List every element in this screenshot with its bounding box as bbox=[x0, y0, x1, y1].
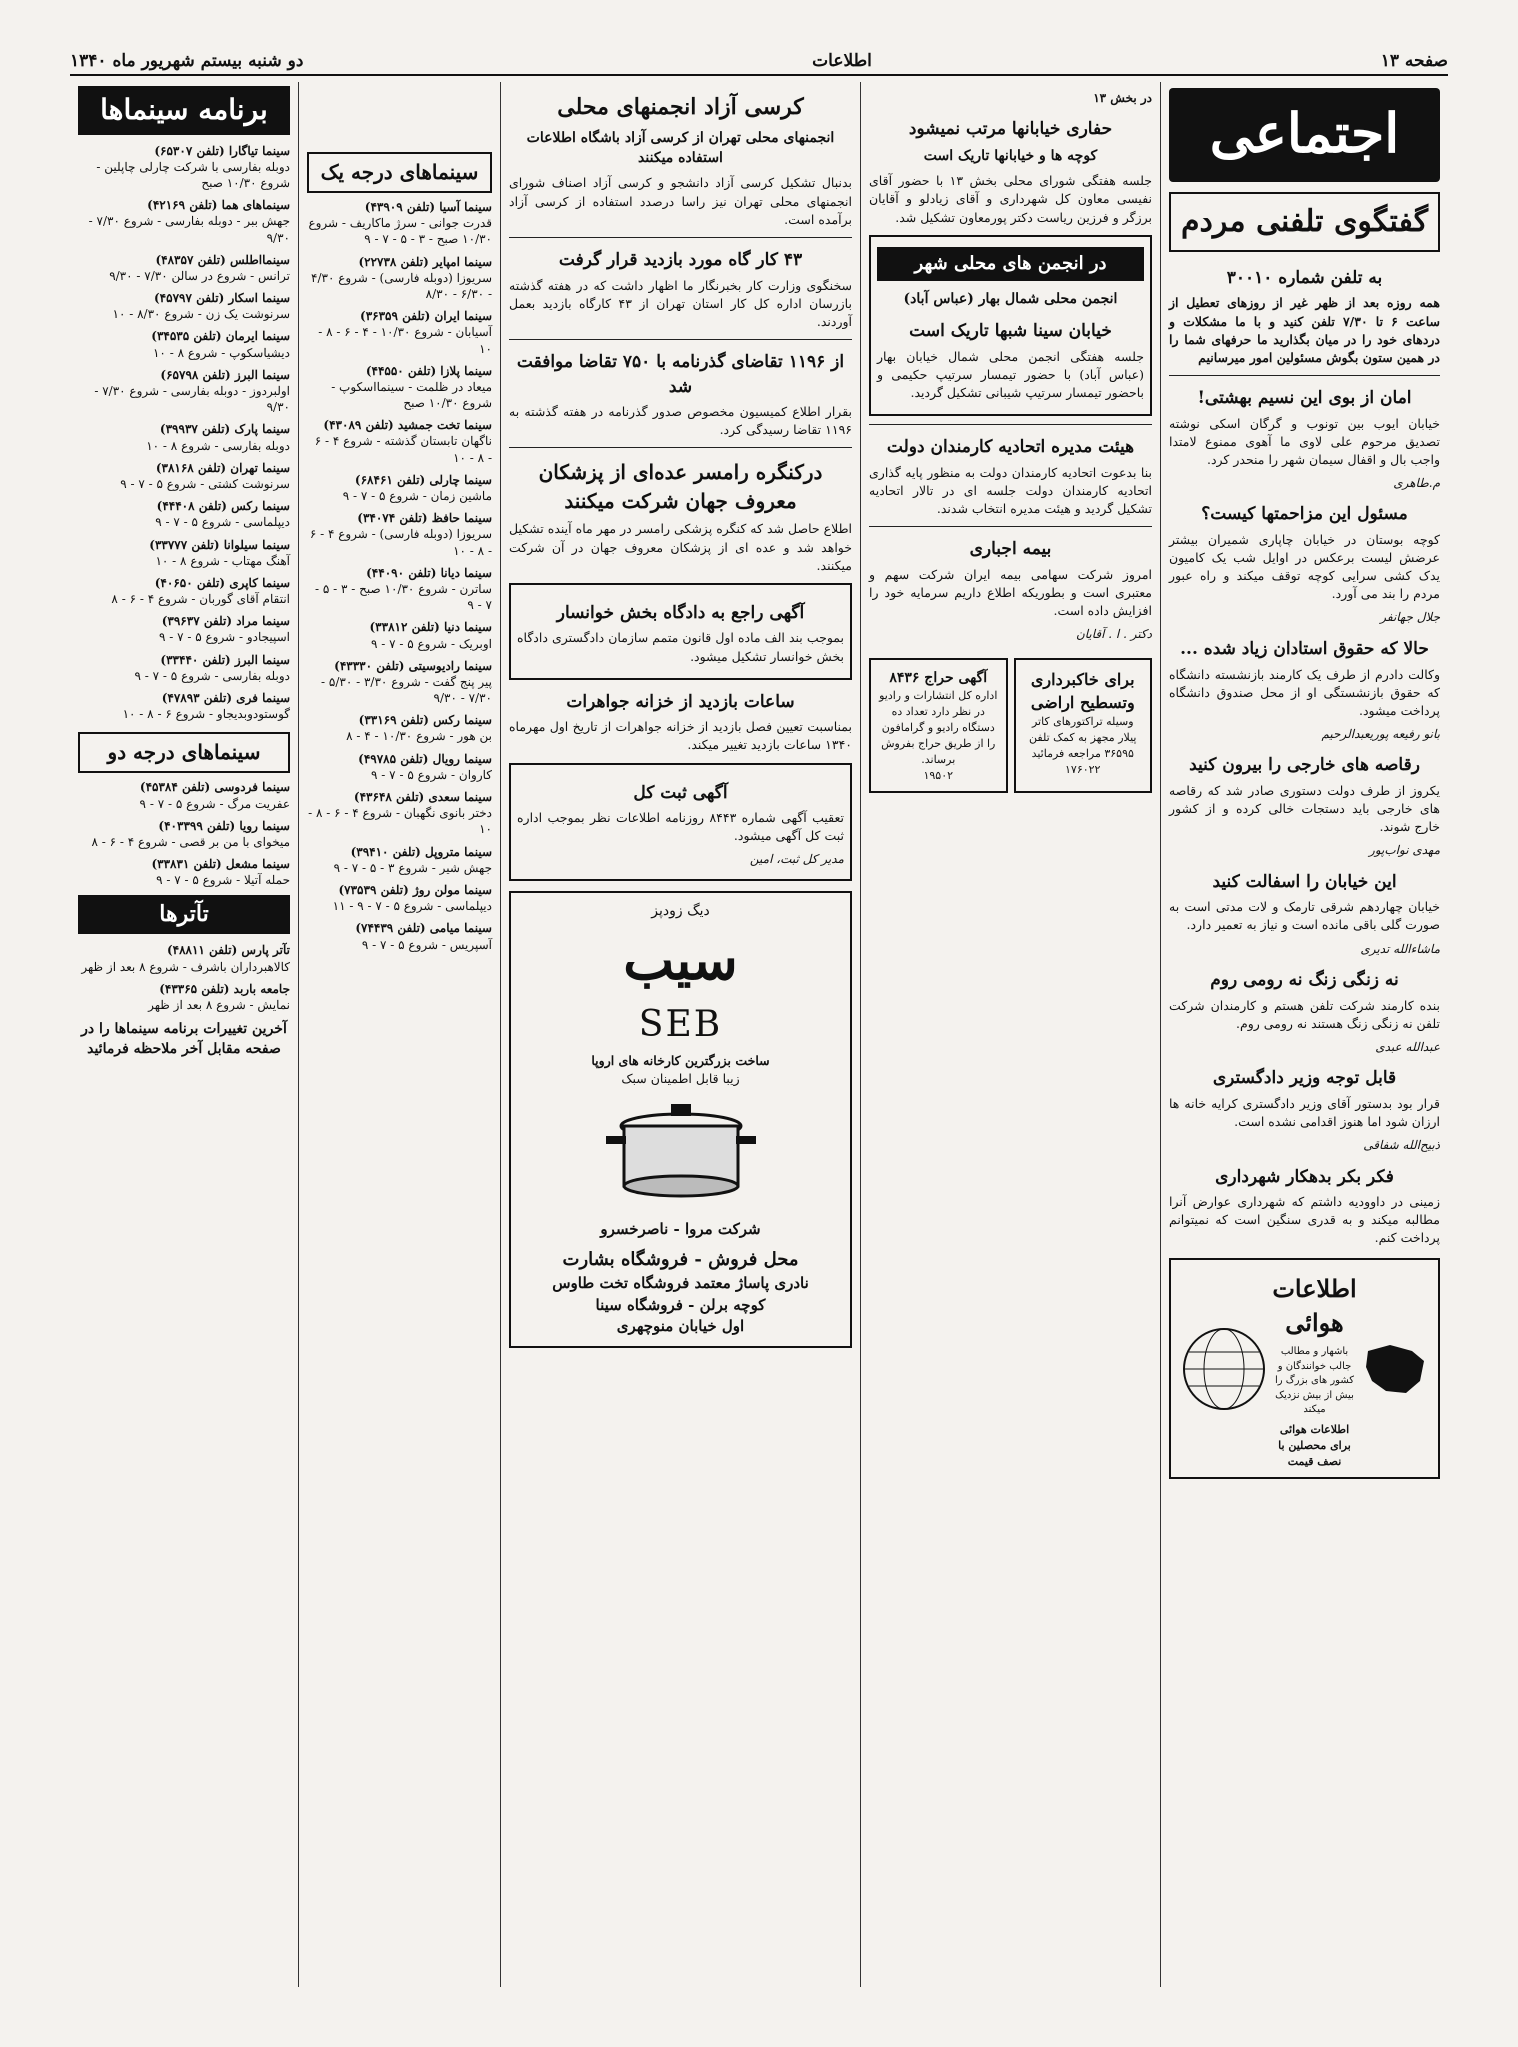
cinema-showtimes: انتقام آقای گوربان - شروع ۴ - ۶ - ۸ bbox=[111, 592, 290, 607]
phone-body: همه روزه بعد از ظهر غیر از روزهای تعطیل از ساعت ۶ تا ۷/۳۰ تلفن کنید و با ما مشکلات و دردهای خود را در میان بگذارید ما حرفهای شما را در همین ستون بگوش مسئولین امور میرسانیم bbox=[1169, 295, 1440, 365]
cinema-listing bbox=[78, 367, 290, 416]
theater-name: تآتر پارس (تلفن ۴۸۸۱۱) bbox=[166, 943, 290, 958]
issue-date: دو شنبه بیستم شهریور ماه ۱۳۴۰ bbox=[70, 51, 304, 71]
paper-name: اطلاعات bbox=[812, 51, 872, 71]
column-social bbox=[1160, 82, 1448, 1987]
cinema-name: سینما چارلی (تلفن ۶۸۴۶۱) bbox=[354, 472, 492, 487]
masthead bbox=[70, 48, 1448, 76]
byline: ذبیح‌الله شفاقی bbox=[1363, 1138, 1440, 1153]
cinema-listing bbox=[307, 751, 492, 783]
column-neighborhood bbox=[860, 82, 1160, 1987]
cinema-showtimes: ناگهان تابستان گذشته - شروع ۴ - ۶ - ۸ - ۱۰ bbox=[314, 434, 492, 465]
cinema-showtimes: جهش شیر - شروع ۳ - ۵ - ۷ - ۹ bbox=[333, 860, 492, 875]
headline: کرسی آزاد انجمنهای محلی bbox=[557, 94, 804, 120]
cinema-listing bbox=[307, 712, 492, 744]
cinema-showtimes: گوستودوبدیجاو - شروع ۶ - ۸ - ۱۰ bbox=[122, 707, 290, 722]
cinema-listing bbox=[307, 882, 492, 914]
cinema-showtimes: دیشیاسکوپ - شروع ۸ - ۱۰ bbox=[152, 345, 290, 360]
cinema-name: سینما تهران (تلفن ۳۸۱۶۸) bbox=[155, 460, 290, 475]
cinema-showtimes: سرنوشت یک زن - شروع ۸/۳۰ - ۱۰ bbox=[112, 307, 290, 322]
cinema-showtimes: دوبله بفارسی با شرکت چارلی چاپلین - شروع ۱۰/۳۰ صبح bbox=[96, 159, 290, 190]
ad-sale4: اول خیابان منوچهری bbox=[616, 1317, 745, 1336]
excavation-ad bbox=[1014, 658, 1153, 794]
ad-code: ۱۹۵۰۲ bbox=[923, 768, 954, 782]
cinema-name: سینما مولن روژ (تلفن ۷۳۵۳۹) bbox=[338, 882, 492, 897]
cinema-listing bbox=[78, 498, 290, 530]
ad-body: وسیله تراکتورهای کاتر پیلار مجهز به کمک تلفن ۳۶۵۹۵ مراجعه فرمائید bbox=[1029, 714, 1137, 760]
cinema-showtimes: میخوای با من بر قصی - شروع ۴ - ۶ - ۸ bbox=[91, 834, 290, 849]
article-body: یکروز از طرف دولت دستوری صادر شد که رقاصه های خارجی باید دستجات خالی کرده و از کشور خارج شوند. bbox=[1169, 782, 1440, 835]
cinema-listing bbox=[307, 199, 492, 248]
divider bbox=[869, 424, 1152, 425]
seb-logo: SEB bbox=[638, 1004, 723, 1046]
cinema-name: سینما دنیا (تلفن ۳۳۸۱۲) bbox=[369, 620, 492, 635]
article-body: امروز شرکت سهامی بیمه ایران شرکت سهم و معتبری است و بطوریکه اطلاع داریم سرمایه خود را افزایش داده است. bbox=[869, 566, 1152, 619]
cinema-listing bbox=[307, 308, 492, 357]
article-body: بدنبال تشکیل کرسی آزاد دانشجو و کرسی آزاد اصناف شورای انجمنهای محلی تهران نیز راسا درصدد استفاده از کرسی آزاد برآمده است. bbox=[509, 175, 852, 227]
article-body: زمینی در داوودیه داشتم که شهرداری عوارض آنرا مطالبه میکند و به قدری سنگین است که نمیتوانم پرداخت کنم. bbox=[1169, 1194, 1440, 1246]
divider bbox=[509, 339, 852, 340]
ad-sub: ساخت بزرگترین کارخانه های اروپا bbox=[591, 1052, 770, 1068]
ad-code: ۱۷۶۰۲۲ bbox=[1065, 762, 1101, 776]
cinema-name: سینما آسیا (تلفن ۴۳۹۰۹) bbox=[364, 200, 492, 214]
cinema-listing bbox=[78, 856, 290, 888]
cinema-showtimes: اوبریک - شروع ۵ - ۷ - ۹ bbox=[370, 636, 492, 651]
notice-body: تعقیب آگهی شماره ۸۴۴۳ روزنامه اطلاعات نظر بموجب اداره ثبت کل آگهی میشود. bbox=[517, 810, 844, 844]
subheadline: انجمنهای محلی تهران از کرسی آزاد باشگاه اطلاعات استفاده میکنند bbox=[526, 129, 835, 167]
article-body: وکالت دادرم از طرف یک کارمند بازنشسته دانشگاه که حقوق بازنشستگی او از محل صندوق دانشگاه پرداخت میشود. bbox=[1169, 666, 1440, 718]
cinema-showtimes: آهنگ مهتاب - شروع ۸ - ۱۰ bbox=[155, 553, 290, 568]
cinema-listing bbox=[78, 690, 290, 722]
headline: درکنگره رامسر عده‌ای از پزشکان معروف جهان شرکت میکنند bbox=[538, 460, 823, 514]
cinema-showtimes: ساترن - شروع ۱۰/۳۰ صبح - ۳ - ۵ - ۷ - ۹ bbox=[315, 581, 492, 613]
article-body: کوچه بوستان در خیابان چاپاری شمیران بیشتر عرضش لیست برعکس در اوایل شب یک کامیون یدک کشی سرایی کوچه توقف میکند و راه عبور مردم را بند می آورد. bbox=[1169, 531, 1440, 602]
globe-icon bbox=[1179, 1324, 1269, 1414]
second-class-head: سینماهای درجه دو bbox=[78, 732, 290, 773]
cinema-listing bbox=[307, 619, 492, 651]
neighborhood-box bbox=[869, 235, 1152, 416]
cinema-listing bbox=[78, 252, 290, 284]
column-council bbox=[500, 82, 860, 1987]
cinema-listing bbox=[307, 472, 492, 504]
subheadline: کوچه ها و خیابانها تاریک است bbox=[923, 148, 1098, 165]
box-headline: خیابان سینا شبها تاریک است bbox=[909, 321, 1112, 342]
cinema-name: سینما امپایر (تلفن ۲۲۷۳۸) bbox=[358, 254, 492, 269]
phone-title: به تلفن شماره ۳۰۰۱۰ bbox=[1226, 267, 1383, 288]
notice-signoff: مدیر کل ثبت، امین bbox=[749, 852, 844, 867]
cinema-name: سینما پلازا (تلفن ۴۴۵۵۰) bbox=[365, 363, 492, 378]
byline: ماشاءالله تدیری bbox=[1360, 941, 1440, 956]
article-title: قابل توجه وزیر دادگستری bbox=[1212, 1068, 1397, 1089]
article-title: حالا که حقوق استادان زیاد شده ... bbox=[1180, 638, 1429, 659]
byline: مهدی نواب‌پور bbox=[1369, 843, 1440, 858]
headline: هیئت مدیره اتحادیه کارمندان دولت bbox=[886, 437, 1135, 458]
divider bbox=[509, 237, 852, 238]
cinema-listing bbox=[78, 613, 290, 645]
divider bbox=[869, 526, 1152, 527]
cinema-name: سینما میامی (تلفن ۷۴۴۳۹) bbox=[355, 921, 492, 936]
cinema-showtimes: پیر پنج گفت - شروع ۳/۳۰ - ۵/۳۰ - ۷/۳۰ - ۹/۳۰ bbox=[321, 674, 492, 706]
ad-title: آگهی حراج ۸۴۳۶ bbox=[889, 669, 988, 686]
ad-brand: سیب bbox=[623, 928, 738, 993]
theater-listing bbox=[78, 981, 290, 1013]
cinema-listing bbox=[78, 779, 290, 811]
cinema-showtimes: سریوزا (دوبله فارسی) - شروع ۴/۳۰ - ۶/۳۰ - ۸/۳۰ bbox=[311, 270, 492, 301]
cinema-listing bbox=[307, 510, 492, 559]
cinema-showtimes: ترانس - شروع در سالن ۷/۳۰ - ۹/۳۰ bbox=[109, 268, 290, 283]
seb-ad bbox=[509, 891, 852, 1348]
theater-name: جامعه باربد (تلفن ۴۳۳۶۵) bbox=[159, 981, 290, 996]
article-title: رقاصه های خارجی را بیرون کنید bbox=[1189, 755, 1420, 776]
classified-row bbox=[869, 648, 1152, 804]
cinema-showtimes: دختر بانوی نگهبان - شروع ۴ - ۶ - ۸ - ۱۰ bbox=[308, 806, 492, 837]
air-edition-ad bbox=[1169, 1258, 1440, 1480]
cinema-listing bbox=[78, 460, 290, 492]
divider bbox=[1169, 375, 1440, 376]
ad-sale: محل فروش - فروشگاه بشارت bbox=[562, 1248, 799, 1270]
cinema-showtimes: دیپلماسی - شروع ۵ - ۷ - ۹ bbox=[155, 515, 290, 530]
box-title: در انجمن های محلی شهر bbox=[877, 247, 1144, 281]
headline: بیمه اجباری bbox=[969, 539, 1052, 560]
social-subbanner: گفتگوی تلفنی مردم bbox=[1169, 192, 1440, 252]
ad-desc: زیبا قابل اطمینان سبک bbox=[621, 1070, 740, 1086]
page-number: صفحه ۱۳ bbox=[1380, 51, 1448, 71]
cinema-name: سینمااطلس (تلفن ۴۸۳۵۷) bbox=[155, 252, 290, 267]
cinema-showtimes: سرنوشت کشتی - شروع ۵ - ۷ - ۹ bbox=[120, 476, 290, 491]
cinema-listing bbox=[307, 920, 492, 952]
cinema-listing bbox=[78, 328, 290, 360]
cinema-listing bbox=[307, 417, 492, 466]
cinema-showtimes: عفریت مرگ - شروع ۵ - ۷ - ۹ bbox=[139, 796, 290, 811]
byline: بانو رفیعه پوریعبدالرحیم bbox=[1321, 726, 1440, 741]
cinema-listing bbox=[78, 421, 290, 453]
article-body: بقرار اطلاع کمیسیون مخصوص صدور گذرنامه در هفته گذشته به ۱۱۹۶ تقاضا رسیدگی کرد. bbox=[509, 404, 852, 438]
cinema-name: سینما مشعل (تلفن ۳۳۸۳۱) bbox=[151, 857, 290, 872]
program-note: آخرین تغییرات برنامه سینماها را در صفحه مقابل آخر ملاحظه فرمائید bbox=[81, 1021, 287, 1058]
cinema-showtimes: حمله آتیلا - شروع ۵ - ۷ - ۹ bbox=[156, 873, 290, 888]
cinema-name: سینما حافظ (تلفن ۳۴۰۷۴) bbox=[357, 511, 492, 526]
cinema-listing bbox=[307, 254, 492, 303]
cinema-listing bbox=[307, 565, 492, 614]
cinema-showtimes: اولبردوز - دوبله بفارسی - شروع ۷/۳۰ - ۹/۳۰ bbox=[94, 384, 290, 415]
cinema-name: سینما سیلوانا (تلفن ۳۳۷۷۷) bbox=[149, 537, 290, 552]
column-cinemas-a bbox=[70, 82, 298, 1987]
pressure-cooker-icon bbox=[606, 1096, 756, 1206]
cinema-name: سینما ایران (تلفن ۳۶۳۵۹) bbox=[360, 309, 492, 324]
cinema-listing bbox=[307, 844, 492, 876]
article-body: اطلاع حاصل شد که کنگره پزشکی رامسر در مهر ماه آینده تشکیل خواهد شد و عده ای از پزشکان معروف جهان در آن شرکت میکنند. bbox=[509, 521, 852, 573]
article-title: امان از بوی این نسیم بهشتی! bbox=[1197, 387, 1412, 408]
column-cinemas-b bbox=[298, 82, 500, 1987]
ad-body: اداره کل انتشارات و رادیو در نظر دارد تعداد ده دستگاه رادیو و گرامافون را از طریق حراج بفروش برساند. bbox=[879, 688, 998, 766]
signature: دکتر . ا . آقایان bbox=[1075, 627, 1152, 642]
cinema-name: سینما رکس (تلفن ۳۳۱۶۹) bbox=[358, 713, 492, 728]
cinema-name: سینما رویا (تلفن ۴۰۳۳۹۹) bbox=[158, 818, 290, 833]
cinema-showtimes: دوبله بفارسی - شروع ۵ - ۷ - ۹ bbox=[134, 668, 290, 683]
cinema-name: سینما دیانا (تلفن ۴۴۰۹۰) bbox=[366, 565, 492, 580]
article-body: خیابان چهاردهم شرقی تارمک و لات مدتی است به صورت گلی باقی مانده است و نیاز به تعمیر دارد. bbox=[1169, 899, 1440, 933]
article-title: مسئول این مزاحمتها کیست؟ bbox=[1201, 504, 1408, 525]
cinema-name: سینما تیاگارا (تلفن ۶۵۳۰۷) bbox=[154, 143, 290, 158]
cinema-name: سینماهای هما (تلفن ۴۲۱۶۹) bbox=[147, 198, 290, 213]
ad-sale2: نادری پاساژ معتمد فروشگاه تخت طاوس bbox=[552, 1273, 809, 1292]
byline: جلال جهانفر bbox=[1380, 610, 1440, 625]
headline: حفاری خیابانها مرتب نمیشود bbox=[908, 119, 1113, 140]
iran-map-icon bbox=[1360, 1341, 1430, 1397]
cinema-name: سینما البرز (تلفن ۳۳۴۴۰) bbox=[160, 652, 290, 667]
cinema-name: سینما رادیوسیتی (تلفن ۴۳۳۳۰) bbox=[334, 658, 492, 673]
cinema-listing bbox=[78, 575, 290, 607]
notice-box bbox=[509, 583, 852, 680]
cinema-showtimes: آسیابان - شروع ۱۰/۳۰ - ۴ - ۶ - ۸ - ۱۰ bbox=[318, 325, 492, 356]
cinema-subhead: سینماهای درجه یک bbox=[307, 152, 492, 193]
cinema-name: سینما تخت جمشید (تلفن ۴۳۰۸۹) bbox=[323, 418, 492, 433]
cinema-name: سینما اسکار (تلفن ۴۵۷۹۷) bbox=[153, 291, 290, 306]
cinema-name: سینما رکس (تلفن ۴۴۴۰۸) bbox=[156, 499, 290, 514]
article-title: فکر بکر بدهکار شهرداری bbox=[1215, 1166, 1394, 1187]
air-edition-tagline: باشهار و مطالب جالب خوانندگان و کشور های بزرگ را بیش از بیش نزدیک میکند bbox=[1274, 1346, 1355, 1416]
byline: م.طاهری bbox=[1393, 475, 1440, 490]
article-body: سخنگوی وزارت کار بخبرنگار ما اظهار داشت که در هفته گذشته بازرسان اداره کل کار استان تهران از ۴۳ کارگاه بازدید بعمل آوردند. bbox=[509, 277, 852, 329]
box-subtitle: انجمن محلی شمال بهار (عباس آباد) bbox=[903, 290, 1118, 307]
article-body: جلسه هفتگی شورای محلی بخش ۱۳ با حضور آقای نفیسی معاون کل شهرداری و آقای زیادلو و آقایان برزگر و فرزین ریاست دکتر پورمعاون تشکیل شد. bbox=[869, 173, 1152, 225]
cinema-showtimes: دیپلماسی - شروع ۵ - ۷ - ۹ - ۱۱ bbox=[332, 899, 492, 914]
article-body: بنا بدعوت اتحادیه کارمندان دولت به منظور پایه گذاری اتحادیه کارمندان دولت جلسه ای در تالار اتحادیه تشکیل گردید و هیئت مدیره انتخاب شدند. bbox=[869, 464, 1152, 516]
cinema-listing bbox=[307, 363, 492, 412]
article-body: خیابان ایوب بین تونوب و گرگان اسکی نوشته تصدیق مرحوم علی لاوی ما آهوی ممنوع لامتدا واجب بال و اقفال سیمان شهر را منحدر کرد. bbox=[1169, 415, 1440, 467]
kicker: در بخش ۱۳ bbox=[1093, 91, 1152, 105]
cinema-showtimes: آسپریس - شروع ۵ - ۷ - ۹ bbox=[361, 937, 492, 952]
cinema-showtimes: دوبله بفارسی - شروع ۸ - ۱۰ bbox=[146, 438, 290, 453]
theater-showtimes: نمایش - شروع ۸ بعد از ظهر bbox=[148, 997, 290, 1012]
ad-title: برای خاکبرداری وتسطیح اراضی bbox=[1030, 669, 1135, 712]
cinema-name: سینما متروپل (تلفن ۳۹۴۱۰) bbox=[350, 844, 492, 859]
article-title: نه زنگی زنگ نه رومی روم bbox=[1210, 969, 1399, 990]
cinema-listing bbox=[78, 818, 290, 850]
air-edition-title: اطلاعات هوائی bbox=[1272, 1273, 1357, 1338]
article-body: بمناسبت تعیین فصل بازدید از خزانه جواهرات از تاریخ اول مهرماه ۱۳۴۰ ساعات بازدید تغییر میکند. bbox=[509, 719, 852, 753]
notice-title: آگهی ثبت کل bbox=[633, 782, 728, 803]
cinema-showtimes: میعاد در ظلمت - سینمااسکوپ - شروع ۱۰/۳۰ صبح bbox=[331, 379, 492, 411]
auction-ad bbox=[869, 658, 1008, 794]
theaters-head: تآترها bbox=[78, 895, 290, 935]
cinema-showtimes: جهش ببر - دوبله بفارسی - شروع ۷/۳۰ - ۹/۳۰ bbox=[88, 214, 290, 245]
cinema-showtimes: قدرت جوانی - سرژ ماکاریف - شروع ۱۰/۳۰ صبح - ۳ - ۵ - ۷ - ۹ bbox=[308, 216, 492, 247]
cinema-name: سینما مراد (تلفن ۳۹۶۳۷) bbox=[161, 614, 290, 629]
air-edition-line: اطلاعات هوائی برای محصلین با نصف قیمت bbox=[1278, 1422, 1351, 1468]
cinema-listing bbox=[78, 143, 290, 192]
cinema-program-head: برنامه سینماها bbox=[78, 86, 290, 135]
cinema-listing bbox=[78, 537, 290, 569]
cinema-name: سینما البرز (تلفن ۶۵۷۹۸) bbox=[160, 367, 290, 382]
ad-top: دیگ زودپز bbox=[651, 902, 710, 919]
headline: ۴۳ کار گاه مورد بازدید قرار گرفت bbox=[558, 249, 803, 270]
cinema-name: سینما کاپری (تلفن ۴۰۶۵۰) bbox=[154, 575, 290, 590]
cinema-showtimes: اسپیجادو - شروع ۵ - ۷ - ۹ bbox=[158, 630, 290, 645]
cinema-name: سینما پارک (تلفن ۳۹۹۳۷) bbox=[159, 422, 290, 437]
cinema-showtimes: بن هور - شروع ۱۰/۳۰ - ۴ - ۸ bbox=[346, 729, 492, 744]
headline: ساعات بازدید از خزانه جواهرات bbox=[566, 691, 795, 712]
cinema-listing bbox=[307, 789, 492, 838]
ad-company: شرکت مروا - ناصرخسرو bbox=[600, 1220, 761, 1238]
theater-listing bbox=[78, 942, 290, 974]
box-body: جلسه هفتگی انجمن محلی شمال خیابان بهار (عباس آباد) با حضور تیمسار سرتیپ حکیمی و باحضور تیمسار سرتیپ شیبانی تشکیل گردید. bbox=[877, 348, 1144, 400]
cinema-showtimes: کاروان - شروع ۵ - ۷ - ۹ bbox=[371, 767, 492, 782]
notice-body: بموجب بند الف ماده اول قانون متمم سازمان دادگستری دادگاه بخش خوانسار تشکیل میشود. bbox=[517, 630, 844, 664]
notice-title: آگهی راجع به دادگاه بخش خوانسار bbox=[556, 602, 805, 623]
headline: از ۱۱۹۶ تقاضای گذرنامه با ۷۵۰ تقاضا موافقت شد bbox=[516, 351, 845, 397]
byline: عبدالله عبدی bbox=[1375, 1039, 1440, 1054]
social-banner: اجتماعی bbox=[1169, 88, 1440, 182]
cinema-showtimes: ماشین زمان - شروع ۵ - ۷ - ۹ bbox=[342, 489, 492, 503]
article-body: قرار بود بدستور آقای وزیر دادگستری کرایه خانه ها ارزان شود اما هنوز اقدامی نشده است. bbox=[1169, 1095, 1440, 1130]
theater-showtimes: کالاهبرداران باشرف - شروع ۸ بعد از ظهر bbox=[81, 959, 290, 974]
cinema-listing bbox=[78, 652, 290, 684]
cinema-listing bbox=[78, 290, 290, 322]
article-title: این خیابان را اسفالت کنید bbox=[1212, 871, 1397, 892]
cinema-name: سینما سعدی (تلفن ۴۳۶۴۸) bbox=[353, 790, 492, 804]
registry-notice bbox=[509, 763, 852, 881]
ad-sale3: کوچه برلن - فروشگاه سینا bbox=[595, 1295, 766, 1314]
divider bbox=[509, 447, 852, 448]
columns bbox=[70, 82, 1448, 1987]
cinema-name: سینما ایرمان (تلفن ۳۴۵۳۵) bbox=[151, 329, 290, 344]
cinema-name: سینما فری (تلفن ۴۷۸۹۳) bbox=[161, 691, 290, 706]
cinema-listing bbox=[307, 658, 492, 707]
cinema-listing bbox=[78, 197, 290, 246]
article-body: بنده کارمند شرکت تلفن هستم و کارمندان شرکت تلفن نه زنگی زنگ هستند نه رومی روم. bbox=[1169, 997, 1440, 1031]
cinema-showtimes: سریوزا (دوبله فارسی) - شروع ۴ - ۶ - ۸ - ۱۰ bbox=[309, 527, 492, 558]
cinema-name: سینما فردوسی (تلفن ۴۵۳۸۴) bbox=[139, 780, 290, 795]
cinema-name: سینما رویال (تلفن ۴۹۷۸۵) bbox=[358, 751, 492, 766]
